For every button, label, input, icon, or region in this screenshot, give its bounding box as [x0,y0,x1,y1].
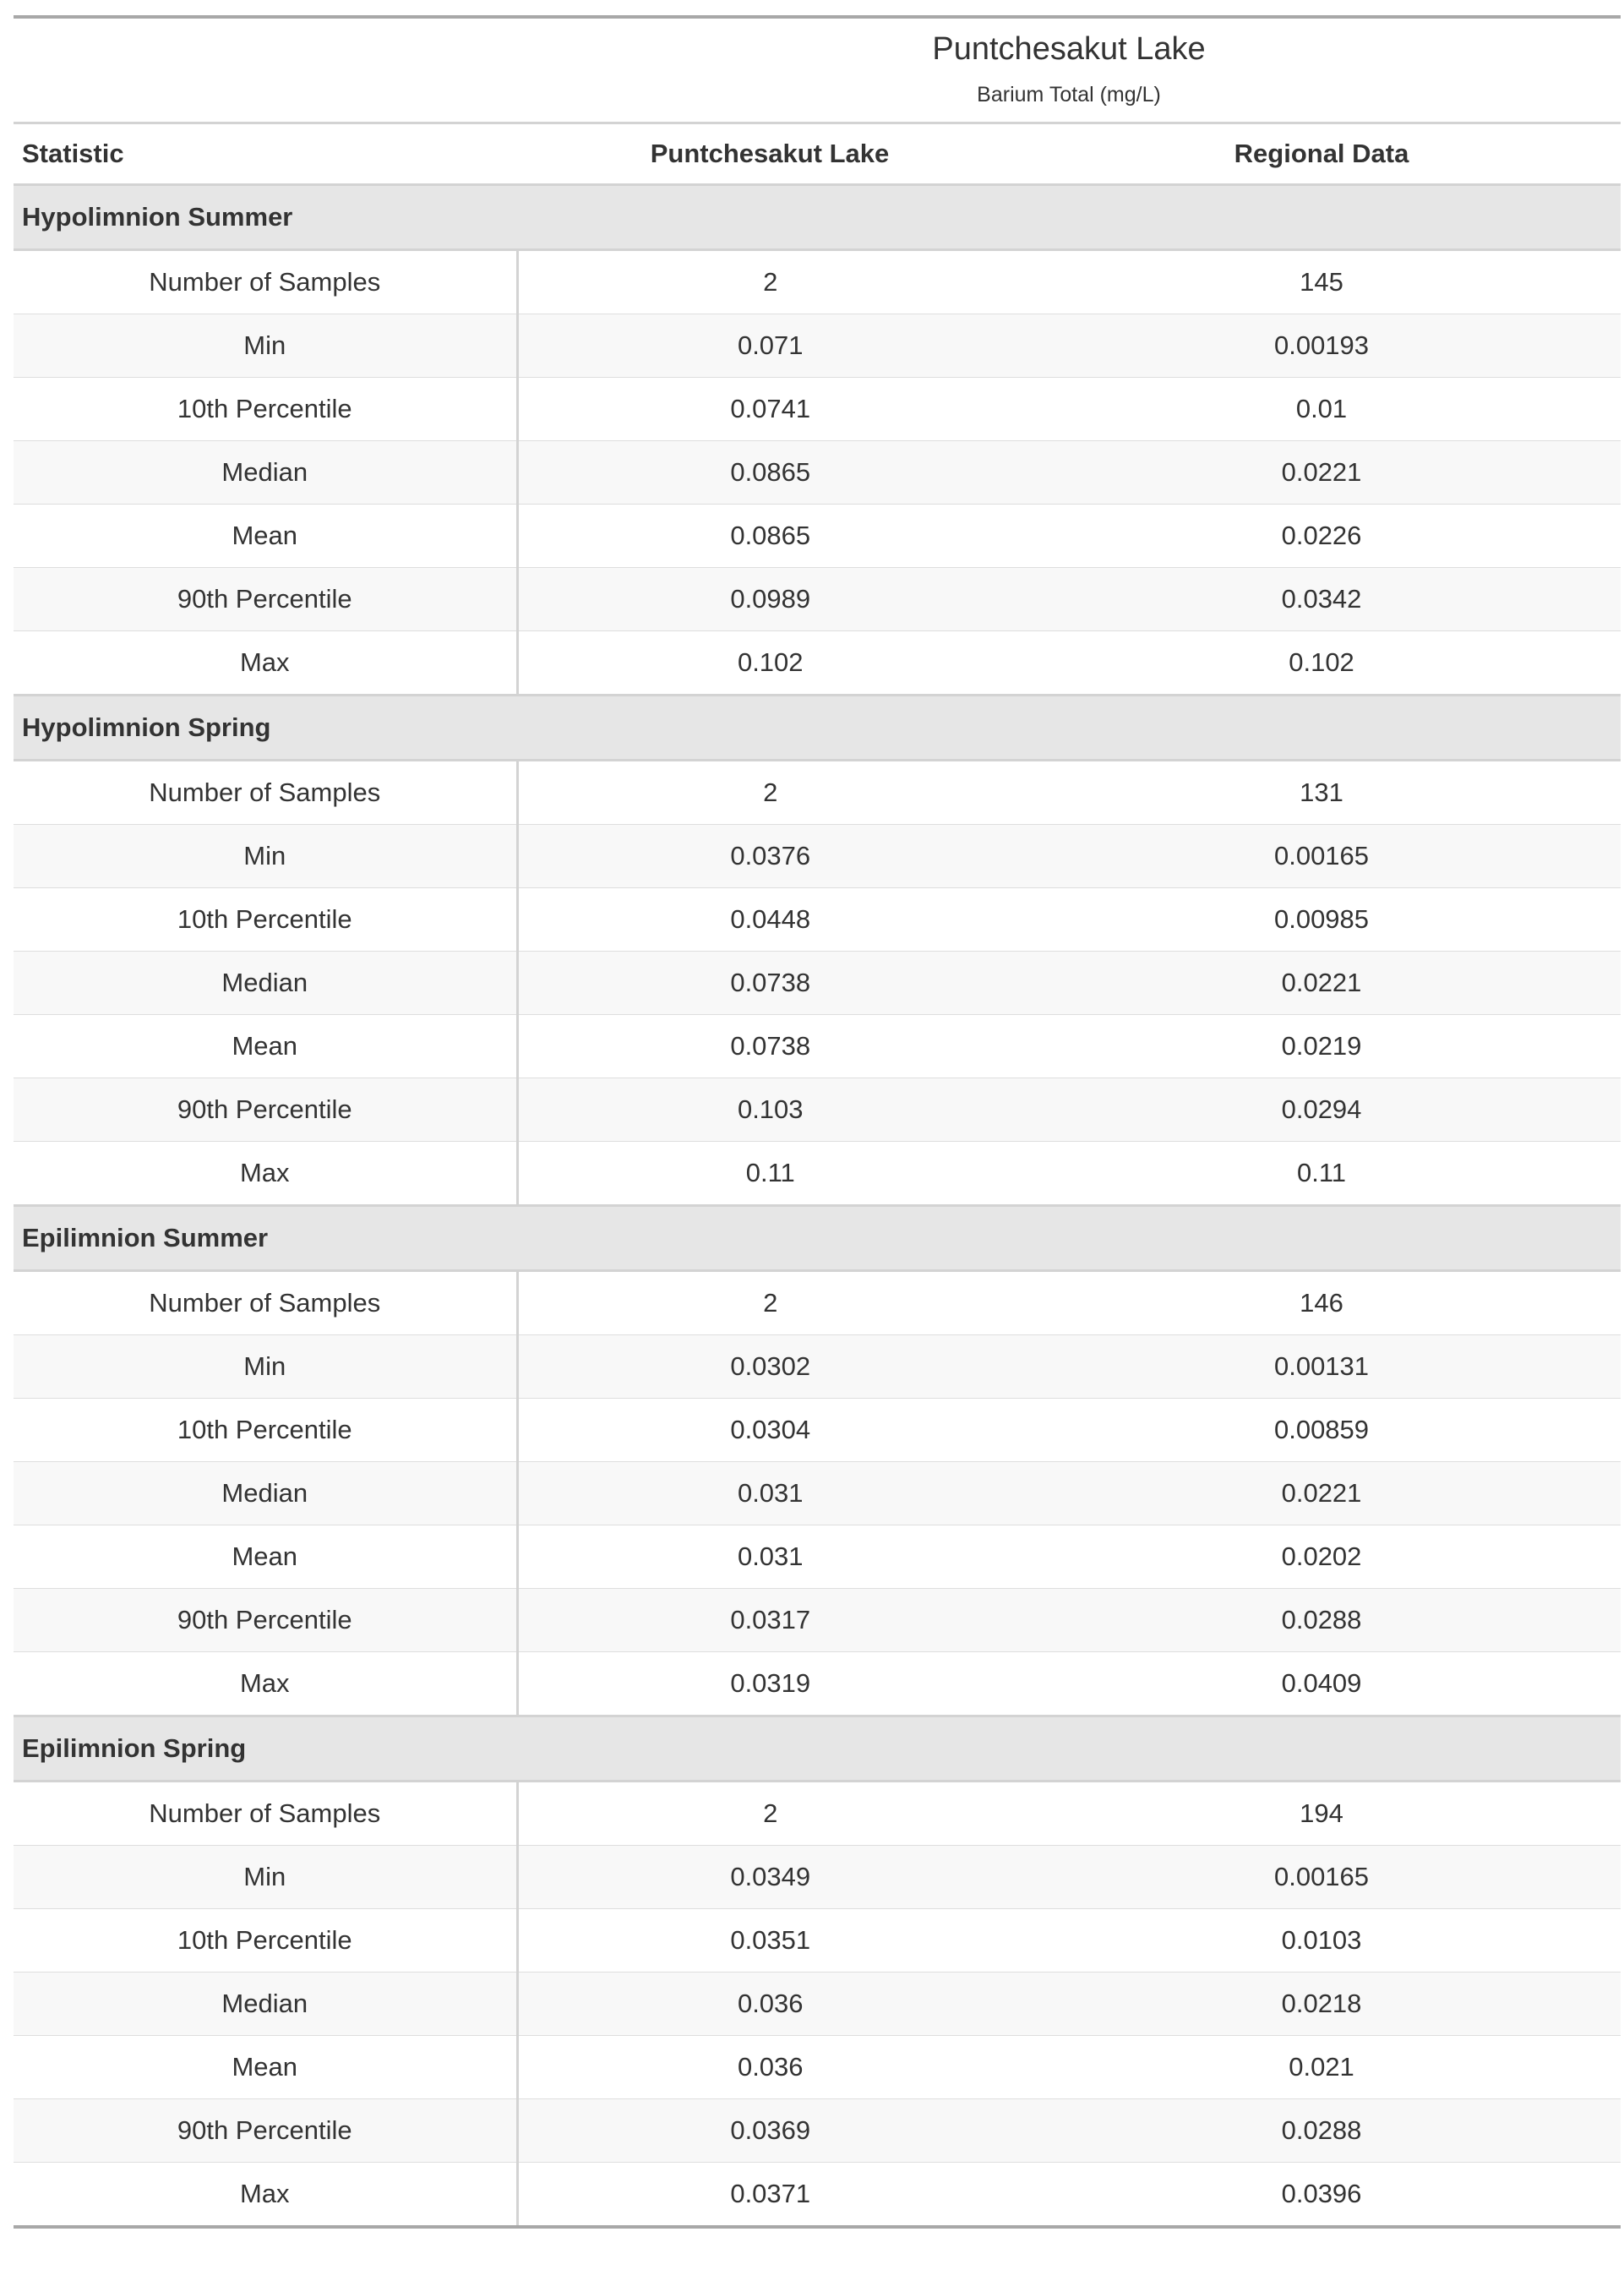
column-header-regional: Regional Data [1022,123,1621,185]
table-row [14,1846,1621,1909]
regional-value-cell: 0.00985 [1022,888,1621,952]
lake-value-cell: 0.0865 [517,505,1022,568]
group-label: Epilimnion Spring [14,1716,1621,1782]
table-row [14,1335,1621,1399]
regional-value-cell: 0.102 [1289,647,1354,677]
lake-value-cell: 0.11 [745,1158,795,1187]
group-header-row [14,696,1621,761]
regional-value-cell: 0.0288 [1022,1589,1621,1652]
lake-value-cell: 0.0302 [517,1335,1022,1399]
group-header-row [14,185,1621,250]
regional-value-cell: 146 [1022,1271,1621,1335]
statistic-cell: 10th Percentile [14,1909,517,1973]
column-header-statistic: Statistic [14,123,517,185]
lake-value-cell: 0.102 [737,647,804,677]
statistic-cell: 10th Percentile [14,888,517,952]
table-header [14,17,1621,185]
table-row [14,568,1621,631]
lake-value-cell: 0.031 [517,1525,1022,1589]
statistic-cell: Median [14,441,517,505]
table-row [14,441,1621,505]
table-row [14,1015,1621,1078]
statistic-cell: Max [14,2163,517,2228]
lake-value-cell: 2 [517,250,1022,314]
lake-value-cell: 0.0371 [517,2163,1022,2228]
lake-value-cell: 0.0738 [517,1015,1022,1078]
table-row [14,631,1621,696]
statistic-cell: Number of Samples [14,250,517,314]
statistic-cell: Mean [14,1525,517,1589]
table-row [14,888,1621,952]
table-row [14,1271,1621,1335]
regional-value-cell: 145 [1022,250,1621,314]
group-header-row [14,1206,1621,1271]
statistic-cell: Number of Samples [14,1271,517,1335]
regional-value-cell: 0.0221 [1022,441,1621,505]
lake-value-cell: 0.0319 [730,1668,811,1698]
statistic-cell: Min [14,1846,517,1909]
group-header-row [14,1716,1621,1782]
column-header-lake: Puntchesakut Lake [517,123,1022,185]
regional-value-cell: 0.0409 [1281,1668,1362,1698]
lake-value-cell: 2 [517,761,1022,825]
statistic-cell: Median [14,952,517,1015]
statistic-cell: Min [14,314,517,378]
table-row [14,1909,1621,1973]
statistic-cell: Median [14,1973,517,2036]
statistic-cell: 10th Percentile [14,1399,517,1462]
statistic-cell: Mean [14,1015,517,1078]
lake-value-cell: 0.071 [517,314,1022,378]
table-title: Puntchesakut Lake [517,17,1621,68]
statistic-cell: 90th Percentile [14,1078,517,1142]
table-row [14,505,1621,568]
regional-value-cell: 194 [1022,1782,1621,1846]
lake-value-cell: 0.0448 [517,888,1022,952]
statistic-cell: Max [14,631,517,696]
regional-value-cell: 0.00859 [1022,1399,1621,1462]
regional-value-cell: 0.0103 [1022,1909,1621,1973]
regional-value-cell: 0.021 [1022,2036,1621,2099]
column-header-row [14,123,1621,185]
lake-value-cell: 0.0376 [517,825,1022,888]
table-row [14,952,1621,1015]
regional-value-cell: 0.0294 [1022,1078,1621,1142]
table-row [14,1462,1621,1525]
regional-value-cell: 0.0226 [1022,505,1621,568]
regional-value-cell: 0.01 [1022,378,1621,441]
summary-table-container [14,15,1621,2229]
lake-value-cell: 0.0351 [517,1909,1022,1973]
table-row [14,314,1621,378]
summary-statistics-table [14,15,1621,2229]
lake-value-cell: 2 [517,1782,1022,1846]
table-row [14,250,1621,314]
lake-value-cell: 2 [517,1271,1022,1335]
lake-value-cell: 0.036 [517,2036,1022,2099]
lake-value-cell: 0.0304 [517,1399,1022,1462]
table-row [14,2036,1621,2099]
regional-value-cell: 0.00193 [1022,314,1621,378]
statistic-cell: Number of Samples [14,761,517,825]
statistic-cell: Mean [14,2036,517,2099]
group-label: Hypolimnion Spring [14,696,1621,761]
regional-value-cell: 0.0342 [1022,568,1621,631]
statistic-cell: 90th Percentile [14,1589,517,1652]
statistic-cell: Min [14,1335,517,1399]
statistic-cell: Min [14,825,517,888]
table-row [14,2099,1621,2163]
regional-value-cell: 0.0221 [1022,952,1621,1015]
regional-value-cell: 0.00131 [1022,1335,1621,1399]
statistic-cell: Max [14,1142,517,1206]
table-row [14,1973,1621,2036]
table-row [14,1078,1621,1142]
lake-value-cell: 0.103 [517,1078,1022,1142]
regional-value-cell: 0.0396 [1022,2163,1621,2228]
statistic-cell: 10th Percentile [14,378,517,441]
table-row [14,1399,1621,1462]
regional-value-cell: 0.0218 [1022,1973,1621,2036]
lake-value-cell: 0.0989 [517,568,1022,631]
table-body [14,185,1621,2228]
lake-value-cell: 0.031 [517,1462,1022,1525]
group-label: Epilimnion Summer [14,1206,1621,1271]
statistic-cell: Mean [14,505,517,568]
table-row [14,1589,1621,1652]
table-subtitle: Barium Total (mg/L) [517,68,1621,123]
statistic-cell: 90th Percentile [14,568,517,631]
regional-value-cell: 0.0221 [1022,1462,1621,1525]
regional-value-cell: 0.00165 [1022,1846,1621,1909]
lake-value-cell: 0.0738 [517,952,1022,1015]
statistic-cell: 90th Percentile [14,2099,517,2163]
regional-value-cell: 0.0202 [1022,1525,1621,1589]
regional-value-cell: 131 [1022,761,1621,825]
lake-value-cell: 0.0865 [517,441,1022,505]
table-row [14,1142,1621,1206]
regional-value-cell: 0.0288 [1022,2099,1621,2163]
statistic-cell: Median [14,1462,517,1525]
table-row [14,1525,1621,1589]
table-row [14,825,1621,888]
group-label: Hypolimnion Summer [14,185,1621,250]
statistic-cell: Max [14,1652,517,1716]
lake-value-cell: 0.036 [517,1973,1022,2036]
table-row [14,1652,1621,1716]
table-row [14,378,1621,441]
regional-value-cell: 0.11 [1296,1158,1347,1187]
table-row [14,2163,1621,2228]
table-row [14,1782,1621,1846]
table-row [14,761,1621,825]
subtitle-row [14,68,1621,123]
lake-value-cell: 0.0369 [517,2099,1022,2163]
lake-value-cell: 0.0741 [517,378,1022,441]
statistic-cell: Number of Samples [14,1782,517,1846]
title-row [14,17,1621,68]
lake-value-cell: 0.0349 [517,1846,1022,1909]
regional-value-cell: 0.0219 [1022,1015,1621,1078]
regional-value-cell: 0.00165 [1022,825,1621,888]
lake-value-cell: 0.0317 [517,1589,1022,1652]
